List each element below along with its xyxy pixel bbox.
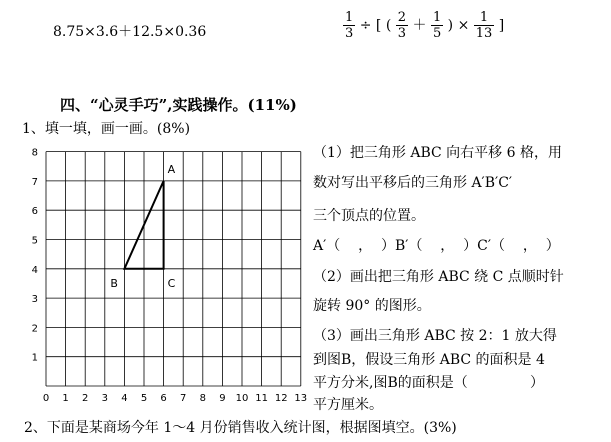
vertex-label-a: A — [167, 162, 176, 176]
section-title: 四、“心灵手巧”,实践操作。(11%) — [60, 96, 297, 114]
grid-lines — [46, 152, 301, 386]
question-2-title: 2、下面是某商场今年 1～4 月份销售收入统计图，根据图填空。(3%) — [24, 420, 457, 436]
fraction-1: $\frac{1}{3}$ — [345, 10, 354, 41]
operator-1: ÷ [ ( — [359, 17, 392, 34]
question-1-title: 1、填一填，画一画。(8%) — [22, 121, 191, 137]
x-tick-label: 12 — [274, 393, 288, 404]
instruction-line-7: （3）画出三角形 ABC 按 2：1 放大得 — [313, 328, 557, 344]
fraction-4: $\frac{1}{13}$ — [475, 10, 493, 41]
x-axis-labels — [43, 393, 307, 404]
instruction-line-10: 平方厘米。 — [313, 397, 383, 413]
x-tick-label: 13 — [294, 393, 308, 404]
x-tick-label: 9 — [219, 393, 226, 404]
operator-4: ] — [498, 17, 505, 34]
instruction-line-9: 平方分米,图B的面积是（ ） — [313, 375, 545, 391]
instruction-line-5: （2）画出把三角形 ABC 绕 C 点顺时针 — [313, 269, 564, 285]
x-tick-label: 1 — [62, 393, 69, 404]
x-tick-label: 6 — [160, 393, 167, 404]
y-tick-label: 8 — [31, 147, 38, 159]
x-tick-label: 10 — [235, 393, 249, 404]
operator-3: ) × — [447, 17, 470, 34]
x-tick-label: 5 — [140, 393, 148, 404]
y-tick-label: 3 — [31, 294, 38, 306]
y-axis-labels — [32, 148, 38, 364]
instruction-line-6: 旋转 90° 的图形。 — [313, 298, 431, 314]
x-tick-label: 3 — [101, 393, 108, 404]
instruction-line-4: A′（ ， ）B′（ ， ）C′（ ， ） — [313, 238, 560, 254]
y-tick-label: 7 — [31, 176, 38, 188]
vertex-label-b: B — [110, 276, 118, 290]
y-tick-label: 1 — [31, 352, 38, 364]
y-tick-label: 4 — [31, 264, 38, 276]
instruction-line-3: 三个顶点的位置。 — [313, 208, 425, 224]
x-tick-label: 7 — [180, 393, 187, 404]
vertex-label-c: C — [167, 276, 176, 290]
x-tick-label: 0 — [42, 393, 50, 404]
expression-1: 8.75×3.6＋12.5×0.36 — [53, 24, 207, 40]
instruction-line-8: 到图B，假设三角形 ABC 的面积是 4 — [313, 352, 545, 368]
x-tick-label: 8 — [199, 393, 206, 404]
y-tick-label: 6 — [31, 206, 38, 218]
x-tick-label: 4 — [121, 393, 128, 404]
x-tick-label: 11 — [255, 393, 268, 404]
x-tick-label: 2 — [82, 393, 89, 404]
instruction-line-1: （1）把三角形 ABC 向右平移 6 格，用 — [313, 145, 562, 161]
fraction-2: $\frac{2}{3}$ — [397, 10, 407, 41]
instruction-line-2: 数对写出平移后的三角形 A′B′C′ — [313, 175, 513, 191]
operator-2: ＋ — [412, 17, 427, 34]
fraction-3: $\frac{1}{5}$ — [432, 10, 442, 41]
y-tick-label: 2 — [31, 323, 38, 335]
y-tick-label: 5 — [31, 235, 38, 247]
